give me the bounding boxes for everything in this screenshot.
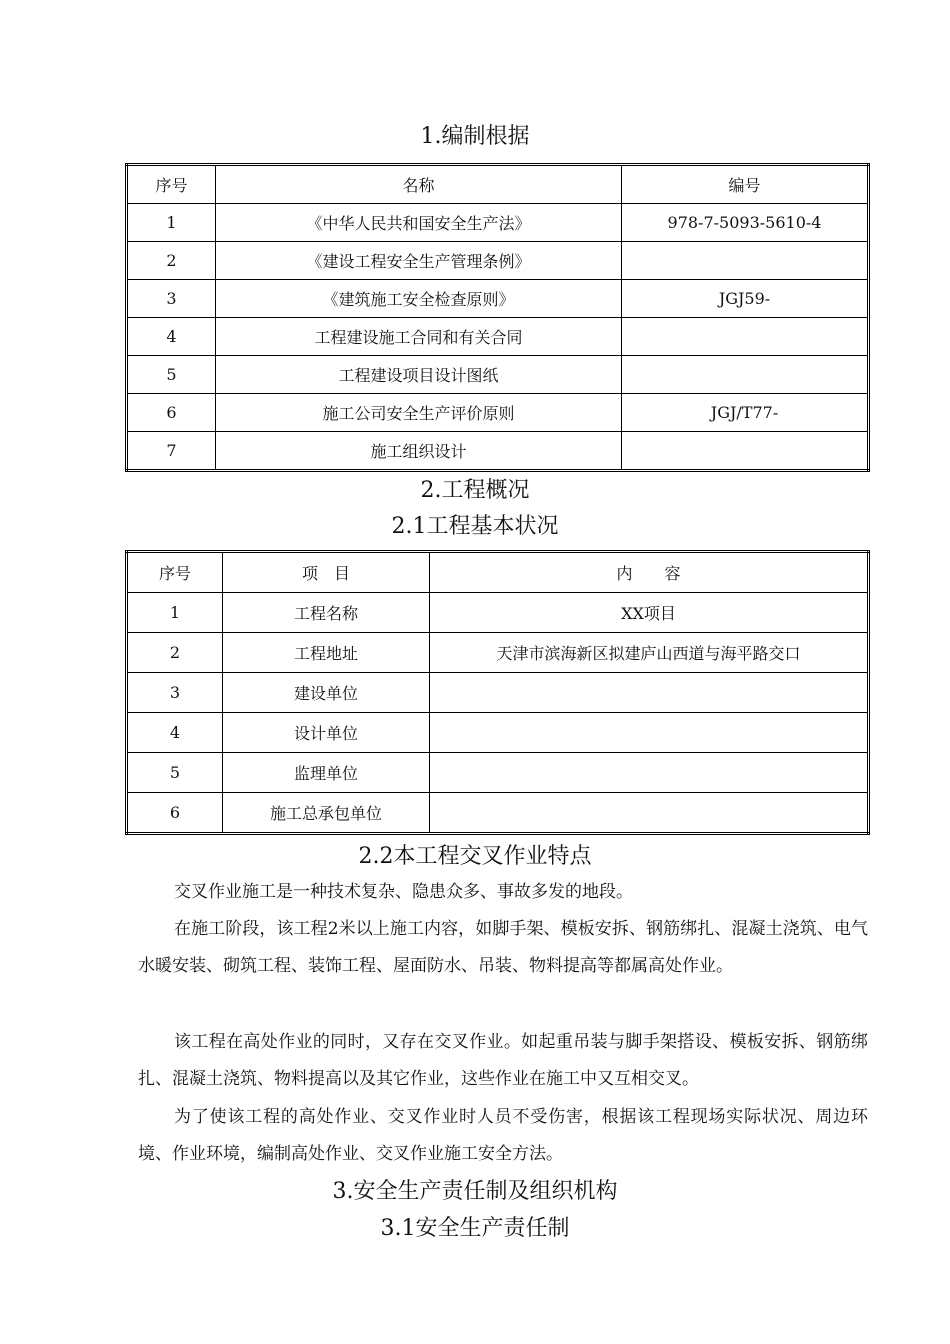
table-cell: 工程建设施工合同和有关合同 xyxy=(216,318,622,356)
table-row xyxy=(127,793,869,834)
table-cell: 5 xyxy=(127,356,216,394)
table-row xyxy=(127,593,869,633)
table-cell: JGJ/T77- xyxy=(622,394,869,432)
header-cell: 编号 xyxy=(622,165,869,204)
section-3-title: 3.安全生产责任制及组织机构 xyxy=(332,1179,618,1204)
project-info-table xyxy=(125,550,870,835)
table-row xyxy=(127,242,869,280)
table-row xyxy=(127,318,869,356)
table-cell: 施工公司安全生产评价原则 xyxy=(216,394,622,432)
table-cell: 5 xyxy=(127,753,223,793)
section-1-title: 1.编制根据 xyxy=(420,124,530,149)
section-2-title: 2.工程概况 xyxy=(420,478,530,503)
table-header-row xyxy=(127,552,869,593)
table-row xyxy=(127,204,869,242)
table-cell xyxy=(622,432,869,471)
table-cell: 4 xyxy=(127,713,223,753)
table-cell xyxy=(430,793,869,834)
table-cell: 3 xyxy=(127,673,223,713)
table-row xyxy=(127,633,869,673)
header-cell: 项 目 xyxy=(223,552,430,593)
table-cell: 《建筑施工安全检查原则》 xyxy=(216,280,622,318)
paragraph: 该工程在高处作业的同时，又存在交叉作业。如起重吊装与脚手架搭设、模板安拆、钢筋绑扎、混凝土浇筑、物料提高以及其它作业，这些作业在施工中又互相交叉。 xyxy=(138,1032,868,1089)
table-cell: 施工组织设计 xyxy=(216,432,622,471)
header-cell: 序号 xyxy=(127,552,223,593)
table-cell: XX项目 xyxy=(430,593,869,633)
table-cell xyxy=(430,673,869,713)
table-cell: 建设单位 xyxy=(223,673,430,713)
table-cell xyxy=(622,242,869,280)
table-row xyxy=(127,673,869,713)
table-cell xyxy=(430,713,869,753)
table-cell: 4 xyxy=(127,318,216,356)
header-cell: 序号 xyxy=(127,165,216,204)
section-2-1-title: 2.1工程基本状况 xyxy=(391,514,559,539)
paragraph: 交叉作业施工是一种技术复杂、隐患众多、事故多发的地段。 xyxy=(174,882,633,902)
table-row xyxy=(127,356,869,394)
basis-table xyxy=(125,163,870,472)
table-cell: 6 xyxy=(127,394,216,432)
table-header-row xyxy=(127,165,869,204)
table-cell: 7 xyxy=(127,432,216,471)
table-row xyxy=(127,432,869,471)
table-cell: 1 xyxy=(127,593,223,633)
table-cell: 3 xyxy=(127,280,216,318)
paragraph: 为了使该工程的高处作业、交叉作业时人员不受伤害，根据该工程现场实际状况、周边环境、作业环境，编制高处作业、交叉作业施工安全方法。 xyxy=(138,1107,868,1164)
table-cell: 2 xyxy=(127,242,216,280)
paragraph: 在施工阶段，该工程2米以上施工内容，如脚手架、模板安拆、钢筋绑扎、混凝土浇筑、电气水暖安装、砌筑工程、装饰工程、屋面防水、吊装、物料提高等都属高处作业。 xyxy=(138,919,868,976)
table-cell: 天津市滨海新区拟建庐山西道与海平路交口 xyxy=(430,633,869,673)
header-cell: 名称 xyxy=(216,165,622,204)
table-cell: 施工总承包单位 xyxy=(223,793,430,834)
section-2-2-title: 2.2本工程交叉作业特点 xyxy=(358,844,592,869)
table-cell: 工程地址 xyxy=(223,633,430,673)
table-cell: 监理单位 xyxy=(223,753,430,793)
table-cell: 工程建设项目设计图纸 xyxy=(216,356,622,394)
table-cell: 工程名称 xyxy=(223,593,430,633)
table-cell: 设计单位 xyxy=(223,713,430,753)
table-cell: 978-7-5093-5610-4 xyxy=(622,204,869,242)
table-cell: 《建设工程安全生产管理条例》 xyxy=(216,242,622,280)
table-row xyxy=(127,394,869,432)
section-3-1-title: 3.1安全生产责任制 xyxy=(380,1216,570,1241)
table-cell: 2 xyxy=(127,633,223,673)
table-cell xyxy=(622,318,869,356)
table-cell xyxy=(430,753,869,793)
table-row xyxy=(127,280,869,318)
header-cell: 内 容 xyxy=(430,552,869,593)
table-cell: 《中华人民共和国安全生产法》 xyxy=(216,204,622,242)
table-cell xyxy=(622,356,869,394)
table-row xyxy=(127,753,869,793)
table-row xyxy=(127,713,869,753)
table-cell: 1 xyxy=(127,204,216,242)
table-cell: JGJ59- xyxy=(622,280,869,318)
table-cell: 6 xyxy=(127,793,223,834)
